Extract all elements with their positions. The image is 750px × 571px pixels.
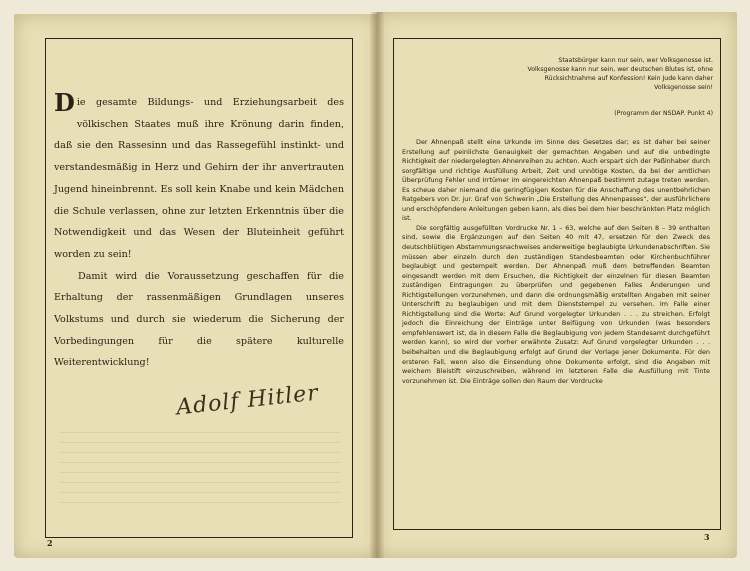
- paragraph-2: Die sorgfältig ausgefüllten Vordrucke Nr. 1 – 63, welche auf den Seiten 8 – 39 enthalten sind, sowie die Ergänzungen auf den Seiten 40 mit 47, ersetzen für den Zweck des deutschblütigen Abstammungsnachweises anderweitige beglaubigte Urkundenabschriften. Sie müssen aber einzeln durch den zuständigen Standesbeamten oder Kirchenbuchführer beglaubigt und gestempelt werden. Der Ahnenpaß muß dem betreffenden Beamten eingesandt werden mit dem Ersuchen, die Richtigkeit der einzelnen für diesen Beamten zuständigen Eintragungen zu überprüfen und gegebenen Falles Änderungen und Richtigstellungen vorzunehmen, und dann die ordnungsmäßig erstellten Angaben mit seiner Unterschrift zu beglaubigen und mit dem Dienststempel zu versehen. Im Falle einer Richtigstellung sind die Worte: Auf Grund vorgelegter Urkunden . . . zu streichen. Erfolgt jedoch die Einreichung der Einträge unter Beifügung von Urkunden (was besonders empfehlenswert ist, da in diesem Falle die Beglaubigung von jedem Standesamt durchgeführt werden kann), so wird der vorher erwähnte Zusatz: Auf Grund vorgelegter Urkunden . . . beibehalten und die Beglaubigung erfolgt auf Grund der Vorlage jener Dokumente. Für den ersteren Fall, wenn also die Einsendung ohne Dokumente erfolgt, sind die Angaben mit weichem Bleistift einzuschreiben, während im letzteren Falle die Ausfüllung mit Tinte vorzunehmen ist. Die Einträge sollen den Raum der Vordrucke: [402, 223, 710, 385]
- epigraph-source: (Programm der NSDAP. Punkt 4): [614, 110, 713, 117]
- book-gutter: [370, 12, 384, 558]
- paragraph-1: Der Ahnenpaß stellt eine Urkunde im Sinne des Gesetzes dar; es ist daher bei seiner Erstellung auf peinlichste Genauigkeit der gemachten Angaben und auf die unbedingte Richtigkeit der niedergelegten Ahnenreihen zu achten. Auch erspart sich der Paßinhaber durch sorgfältige und richtige Ausfüllung Arbeit, Zeit und unnötige Kosten, da bei der amtlichen Überprüfung Fehler und Irrtümer im eingereichten Ahnenpaß bestimmt zutage treten werden. Es scheue daher niemand die geringfügigen Kosten für die Anschaffung des unentbehrlichen Ratgebers von Dr. jur. Graf von Schwerin „Die Erstellung des Ahnenpasses“, der ausführlichere und erschöpfendere Anleitungen geben kann, als dies bei dem hier beschränkten Platz möglich ist.: [402, 138, 710, 223]
- drop-cap: D: [54, 88, 75, 117]
- left-page-text: [54, 88, 344, 374]
- page-number-left: 2: [47, 538, 53, 548]
- paragraph-1-text: ie gesamte Bildungs- und Erziehungsarbeit des völkischen Staates muß ihre Krönung darin finden, daß sie den Rassesinn und das Rassegefühl instinkt- und verstandesmäßig in Herz und Gehirn der ihr anvertrauten Jugend hineinbrennt. Es soll kein Knabe und kein Mädchen die Schule verlassen, ohne zur letzten Erkenntnis über die Notwendigkeit und das Wesen der Bluteinheit geführt worden zu sein!: [54, 97, 344, 260]
- signature: Adolf Hitler: [175, 380, 320, 421]
- right-page: [377, 12, 737, 558]
- show-through-text: [60, 432, 340, 512]
- paragraph-1: [54, 88, 344, 266]
- left-page: [14, 14, 378, 558]
- paragraph-2: Damit wird die Voraussetzung geschaffen für die Erhaltung der rassenmäßigen Grundlagen unseres Volkstums und durch sie wiederum die Sicherung der Vorbedingungen für die spätere kulturelle Weiterentwicklung!: [54, 270, 344, 369]
- right-page-text: [402, 138, 710, 386]
- epigraph-quote: Staatsbürger kann nur sein, wer Volksgenosse ist. Volksgenosse kann nur sein, wer deutschen Blutes ist, ohne Rücksichtnahme auf Konfession! Kein Jude kann daher Volksgenosse sein!: [527, 57, 713, 91]
- page-number-right: 3: [704, 532, 710, 542]
